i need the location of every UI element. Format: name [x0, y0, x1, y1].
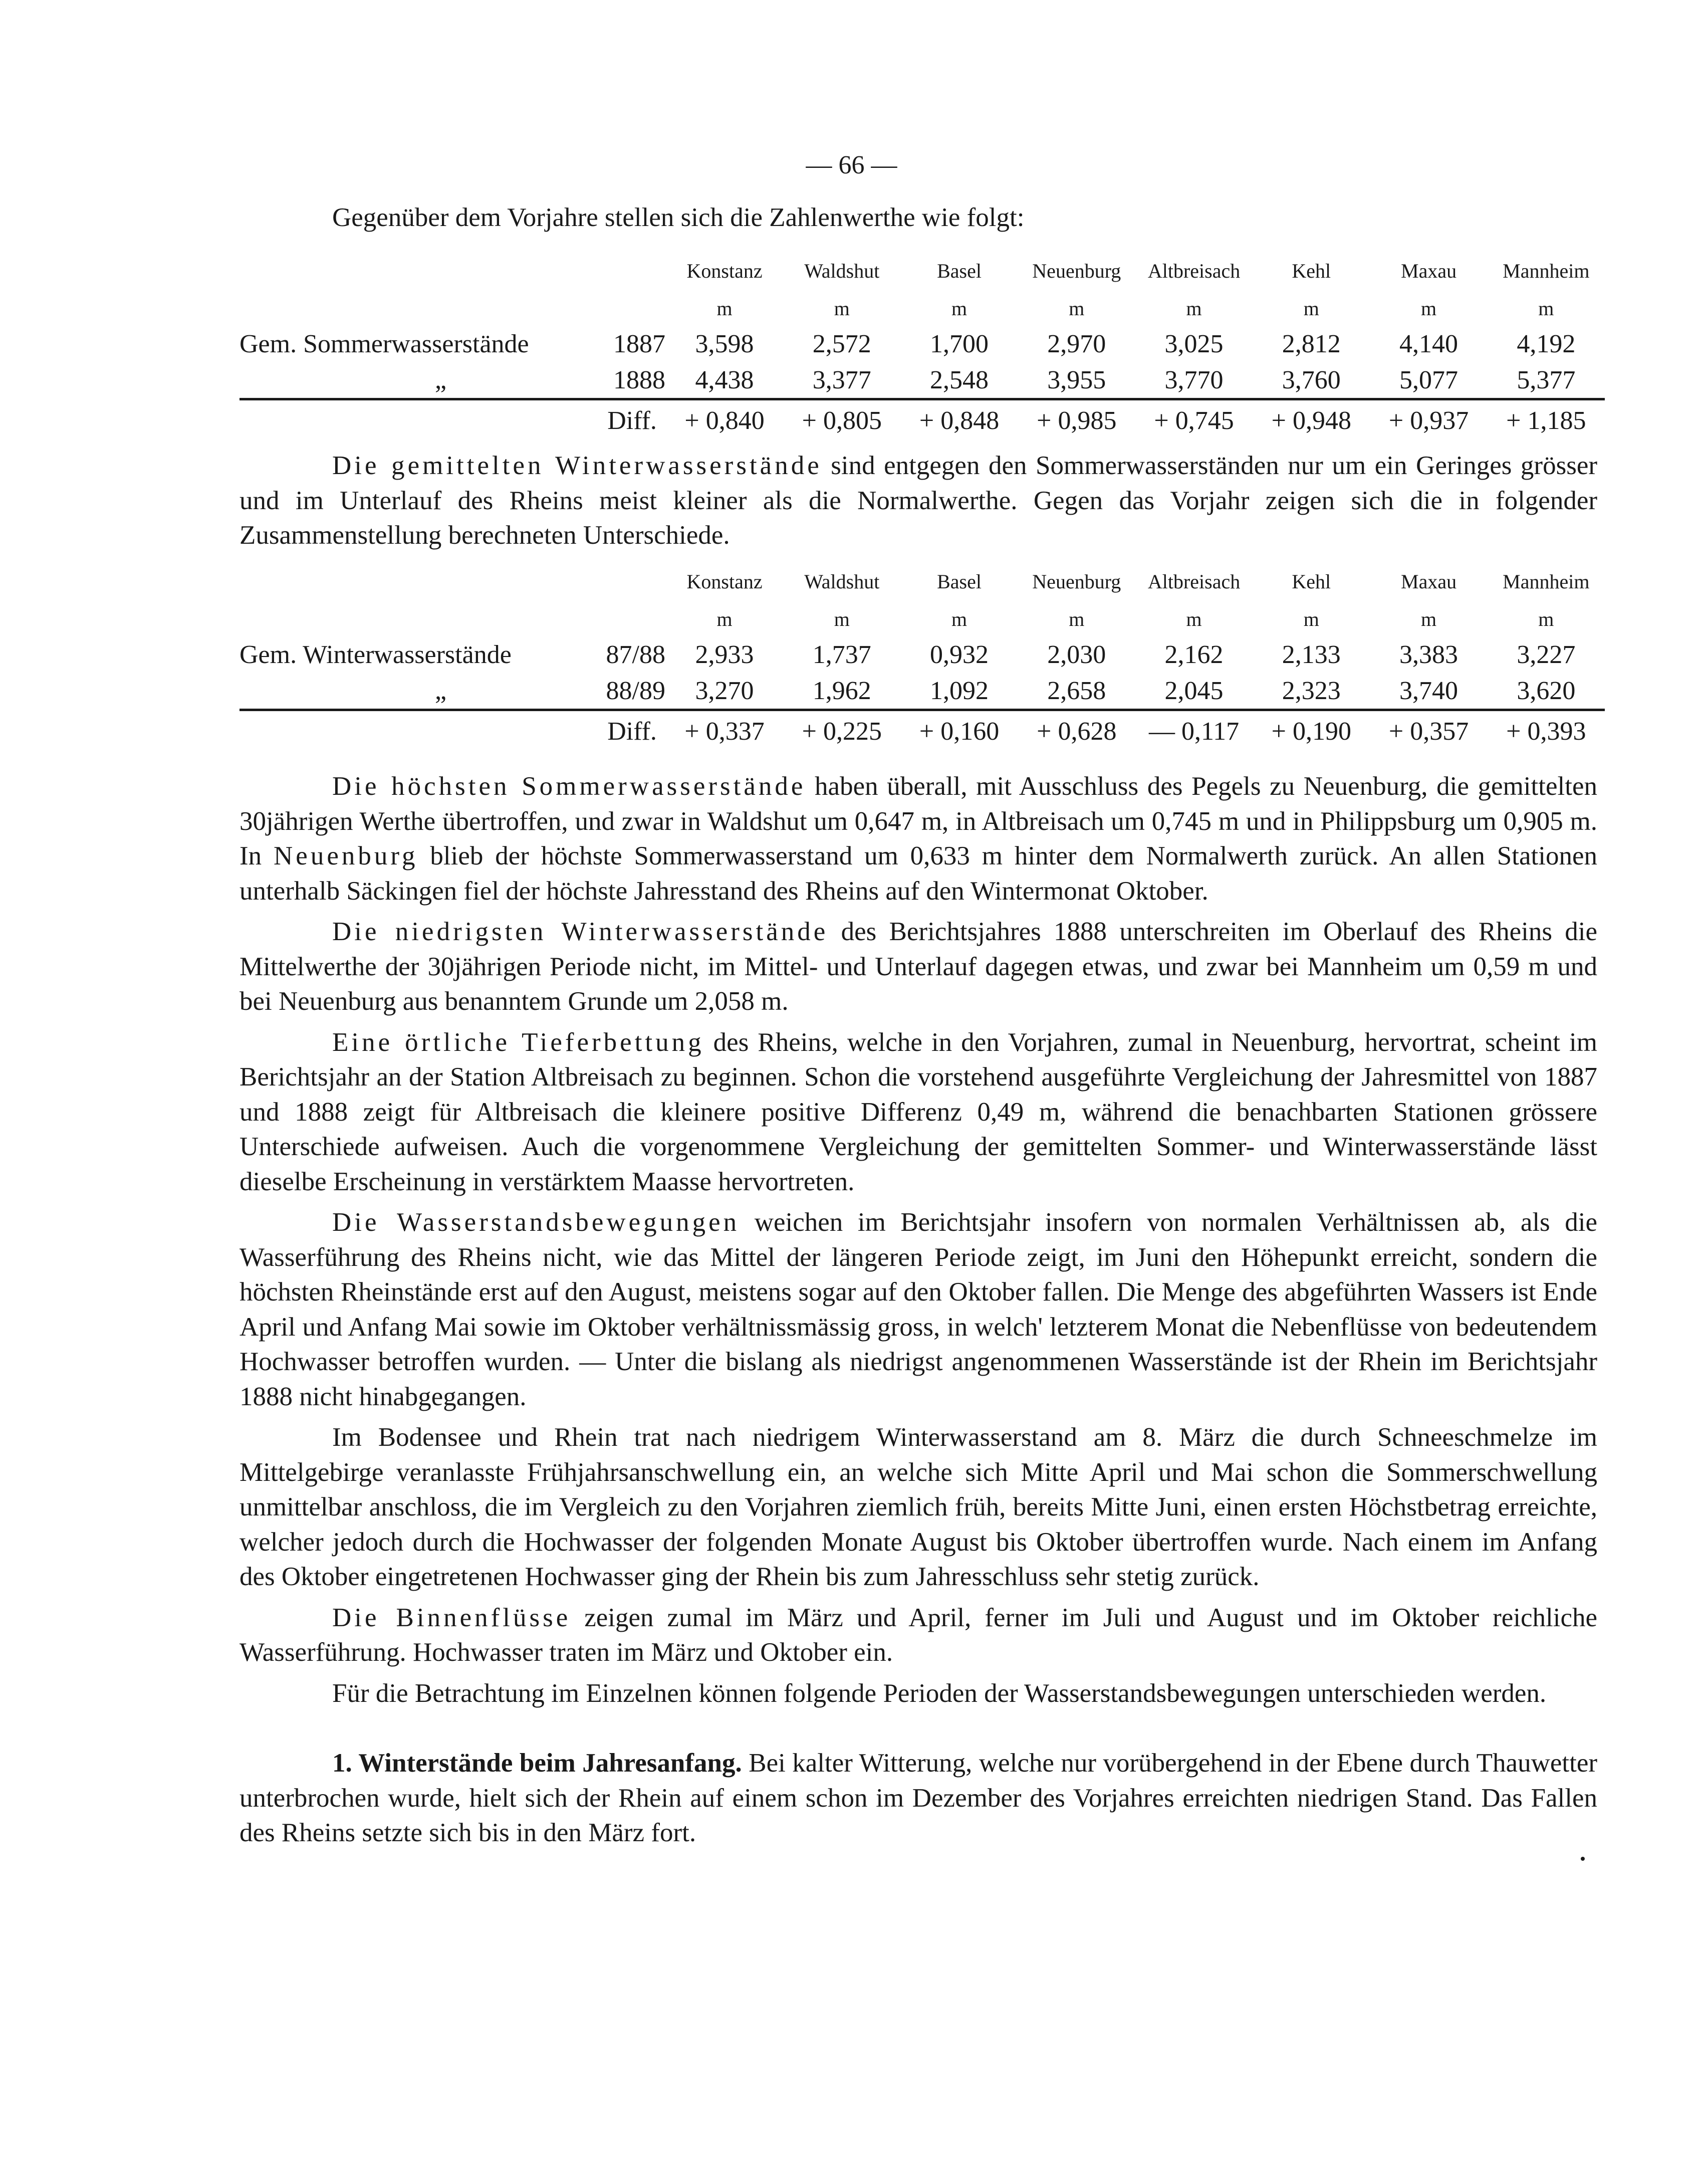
- table-row: [239, 636, 1605, 673]
- table-cell: 4,438: [695, 365, 754, 394]
- table-cell: 2,658: [1047, 676, 1106, 705]
- table-cell: 5,077: [1399, 365, 1458, 394]
- table-cell: 3,377: [812, 365, 871, 394]
- table-cell: 2,933: [695, 640, 754, 669]
- diff-row: [239, 399, 1605, 441]
- table-cell: 3,740: [1399, 676, 1458, 705]
- paragraph-periods: Für die Betrachtung im Einzelnen können folgende Perioden der Wasserstandsbewegungen unterschieden werden.: [332, 1678, 1547, 1708]
- paragraph-text: blieb der höchste Sommerwasserstand um 0,633 m hinter dem Normalwerth zurück. An allen Stationen unterhalb Säckingen fiel der höchste Jahresstand des Rheins auf den Wintermonat Oktober.: [239, 841, 1597, 906]
- unit-label: m: [1420, 297, 1437, 320]
- unit-row: [239, 291, 1605, 326]
- table-cell: 4,140: [1399, 329, 1458, 358]
- table-cell: 3,227: [1517, 640, 1576, 669]
- table-cell: 3,025: [1164, 329, 1224, 358]
- table-cell: 2,323: [1282, 676, 1341, 705]
- station-header-row: [239, 561, 1605, 601]
- row-year: 88/89: [606, 676, 665, 705]
- diff-cell: + 0,225: [783, 710, 900, 752]
- table-row: [239, 326, 1605, 362]
- table-cell: 1,092: [930, 676, 989, 705]
- table-cell: 3,620: [1517, 676, 1576, 705]
- row-year: 1888: [613, 365, 665, 394]
- table-cell: 3,598: [695, 329, 754, 358]
- station-header: Maxau: [1401, 570, 1457, 593]
- paragraph-inland-rivers: [239, 1601, 1597, 1670]
- paragraph-lead: Die Binnenflüsse: [332, 1603, 571, 1632]
- station-header: Neuenburg: [1032, 259, 1121, 282]
- paragraph-lead: Die Wasserstandsbewegungen: [332, 1208, 740, 1237]
- paragraph-lead: Die höchsten Sommerwasserstände: [332, 772, 806, 801]
- winter-water-table: [239, 561, 1605, 751]
- table-cell: 3,770: [1164, 365, 1224, 394]
- diff-cell: + 0,745: [1135, 399, 1253, 441]
- row-year: 87/88: [606, 640, 665, 669]
- station-header: Mannheim: [1503, 570, 1590, 593]
- unit-label: m: [1303, 607, 1319, 630]
- table-cell: 2,970: [1047, 329, 1106, 358]
- table-cell: 5,377: [1517, 365, 1576, 394]
- diff-label: Diff.: [239, 710, 666, 752]
- paragraph-winter-start: [239, 1746, 1597, 1851]
- unit-label: m: [834, 607, 850, 630]
- diff-cell: + 0,948: [1253, 399, 1370, 441]
- diff-label: Diff.: [239, 399, 666, 441]
- diff-cell: + 0,190: [1253, 710, 1370, 752]
- table-cell: 3,383: [1399, 640, 1458, 669]
- paragraph-emphasis: Neuenburg: [274, 841, 418, 870]
- unit-label: m: [716, 607, 733, 630]
- paragraph-text: des Rheins, welche in den Vorjahren, zumal in Neuenburg, hervortrat, scheint im Berichtsjahr an der Station Altbreisach zu beginnen. Schon die vorstehend ausgeführte Vergleichung der Jahresmittel von 1887 und 1888 zeigt für Altbreisach die kleinere positive Differenz 0,49 m, während die benachbarten Stationen grössere Unterschiede aufweisen. Auch die vorgenommene Vergleichung der gemittelten Sommer- und Winterwasserstände lässt dieselbe Erscheinung in verstärktem Maasse hervortreten.: [239, 1027, 1597, 1196]
- station-header-row: [239, 251, 1605, 291]
- unit-label: m: [951, 607, 967, 630]
- row-label: Gem. Sommerwasserstände: [239, 329, 529, 358]
- diff-cell: + 0,357: [1370, 710, 1487, 752]
- table-cell: 2,572: [812, 329, 871, 358]
- unit-label: m: [1069, 607, 1085, 630]
- unit-label: m: [951, 297, 967, 320]
- paragraph-text: zeigen zumal im März und April, ferner im Juli und August und im Oktober reichliche Wasserführung. Hochwasser traten im März und Oktober ein.: [239, 1603, 1597, 1667]
- body-text: [239, 769, 1597, 1851]
- diff-cell: + 0,393: [1488, 710, 1605, 752]
- station-header: Basel: [937, 570, 982, 593]
- station-header: Kehl: [1292, 570, 1331, 593]
- station-header: Neuenburg: [1032, 570, 1121, 593]
- station-header: Waldshut: [804, 570, 880, 593]
- table-cell: 2,162: [1164, 640, 1224, 669]
- unit-label: m: [1303, 297, 1319, 320]
- winter-intro-paragraph: [239, 449, 1597, 553]
- table-cell: 0,932: [930, 640, 989, 669]
- unit-row: [239, 601, 1605, 636]
- row-label: „: [435, 676, 447, 705]
- table-row: [239, 673, 1605, 710]
- diff-cell: + 0,848: [900, 399, 1018, 441]
- station-header: Konstanz: [686, 570, 763, 593]
- paragraph-highest-summer: [239, 769, 1597, 909]
- table-cell: 3,270: [695, 676, 754, 705]
- table-cell: 2,133: [1282, 640, 1341, 669]
- paragraph-water-movements: [239, 1205, 1597, 1414]
- diff-cell: + 0,805: [783, 399, 900, 441]
- diff-cell: + 0,337: [666, 710, 783, 752]
- paragraph-text: weichen im Berichtsjahr insofern von normalen Verhältnissen ab, als die Wasserführung des Rheins nicht, wie das Mittel der längeren Periode zeigt, im Juni den Höhepunkt erreicht, sondern die höchsten Rheinstände erst auf den August, meistens sogar auf den Oktober fallen. Die Menge des abgeführten Wassers ist Ende April und Anfang Mai sowie im Oktober verhältnissmässig gross, in welch' letzterem Monat die Nebenflüsse von bedeutendem Hochwasser betroffen wurden. — Unter die bislang als niedrigst angenommenen Wasserstände ist der Rhein im Berichtsjahr 1888 nicht hinabgegangen.: [239, 1208, 1597, 1411]
- table-row: [239, 362, 1605, 399]
- station-header: Waldshut: [804, 259, 880, 282]
- station-header: Maxau: [1401, 259, 1457, 282]
- intro-sentence: [239, 200, 1597, 236]
- summer-water-table: [239, 251, 1605, 441]
- paragraph-text: Bei kalter Witterung, welche nur vorübergehend in der Ebene durch Thauwetter unterbrochen wurde, hielt sich der Rhein auf einem schon im Dezember des Vorjahres erreichten niedrigen Stand. Das Fallen des Rheins setzte sich bis in den März fort.: [239, 1749, 1597, 1847]
- paragraph-lowest-winter: [239, 915, 1597, 1019]
- paragraph-bodensee: Im Bodensee und Rhein trat nach niedrigem Winterwasserstand am 8. März die durch Schneeschmelze im Mittelgebirge veranlasste Frühjahrsanschwellung ein, an welche sich Mitte April und Mai schon die Sommerschwellung unmittelbar anschloss, die im Vergleich zu den Vorjahren ziemlich früh, bereits Mitte Juni, einen ersten Höchstbetrag erreichte, welcher jedoch durch die Hochwasser der folgenden Monate August bis Oktober übertroffen wurde. Nach einem im Anfang des Oktober eingetretenen Hochwasser ging der Rhein bis zum Jahresschluss sehr stetig zurück.: [239, 1423, 1597, 1591]
- table-cell: 1,700: [930, 329, 989, 358]
- table-cell: 1,962: [812, 676, 871, 705]
- diff-cell: + 0,628: [1018, 710, 1135, 752]
- diff-cell: + 0,840: [666, 399, 783, 441]
- table-cell: 2,030: [1047, 640, 1106, 669]
- paragraph-text: des Berichtsjahres 1888 unterschreiten im Oberlauf des Rheins die Mittelwerthe der 30jährigen Periode nicht, im Mittel- und Unterlauf dagegen etwas, und zwar bei Mannheim um 0,59 m und bei Neuenburg aus benanntem Grunde um 2,058 m.: [239, 917, 1598, 1016]
- table-cell: 3,760: [1282, 365, 1341, 394]
- unit-label: m: [834, 297, 850, 320]
- stray-dot: [1581, 1857, 1585, 1861]
- unit-label: m: [1069, 297, 1085, 320]
- paragraph-lead: Die niedrigsten Winterwasserstände: [332, 917, 829, 946]
- table-cell: 4,192: [1517, 329, 1576, 358]
- station-header: Altbreisach: [1147, 259, 1241, 282]
- paragraph-lead: Eine örtliche Tieferbettung: [332, 1027, 704, 1057]
- table-cell: 1,737: [812, 640, 871, 669]
- diff-cell: — 0,117: [1135, 710, 1253, 752]
- table-cell: 2,045: [1164, 676, 1224, 705]
- paragraph-riverbed: [239, 1025, 1597, 1200]
- station-header: Konstanz: [686, 259, 763, 282]
- section-heading: 1. Winterstände beim Jahresanfang.: [332, 1749, 742, 1778]
- unit-label: m: [716, 297, 733, 320]
- unit-label: m: [1538, 607, 1554, 630]
- unit-label: m: [1538, 297, 1554, 320]
- diff-cell: + 0,985: [1018, 399, 1135, 441]
- page-number: — 66 —: [806, 151, 897, 179]
- diff-cell: + 1,185: [1488, 399, 1605, 441]
- paragraph-text: haben überall, mit Ausschluss des Pegels zu Neuenburg, die gemittelten 30jährigen Werthe übertroffen, und zwar in Waldshut um 0,647 m, in Altbreisach um 0,745 m und in Philippsburg um 0,905 m. In: [239, 772, 1597, 870]
- unit-label: m: [1420, 607, 1437, 630]
- table-cell: 2,812: [1282, 329, 1341, 358]
- unit-label: m: [1186, 297, 1202, 320]
- station-header: Basel: [937, 259, 982, 282]
- row-year: 1887: [613, 329, 665, 358]
- diff-cell: + 0,937: [1370, 399, 1487, 441]
- station-header: Altbreisach: [1147, 570, 1241, 593]
- diff-cell: + 0,160: [900, 710, 1018, 752]
- intro-text: Gegenüber dem Vorjahre stellen sich die Zahlenwerthe wie folgt:: [332, 203, 1025, 232]
- diff-row: [239, 710, 1605, 752]
- winter-intro-text: sind entgegen den Sommerwasserständen nur um ein Geringes grösser und im Unterlauf des Rheins meist kleiner als die Normalwerthe. Gegen das Vorjahr zeigen sich die in folgender Zusammenstellung berechneten Unterschiede.: [239, 451, 1597, 550]
- row-label: „: [435, 365, 447, 394]
- station-header: Mannheim: [1503, 259, 1590, 282]
- station-header: Kehl: [1292, 259, 1331, 282]
- unit-label: m: [1186, 607, 1202, 630]
- winter-intro-lead: Die gemittelten Winterwasserstände: [332, 451, 822, 480]
- row-label: Gem. Winterwasserstände: [239, 640, 512, 669]
- table-cell: 2,548: [930, 365, 989, 394]
- table-cell: 3,955: [1047, 365, 1106, 394]
